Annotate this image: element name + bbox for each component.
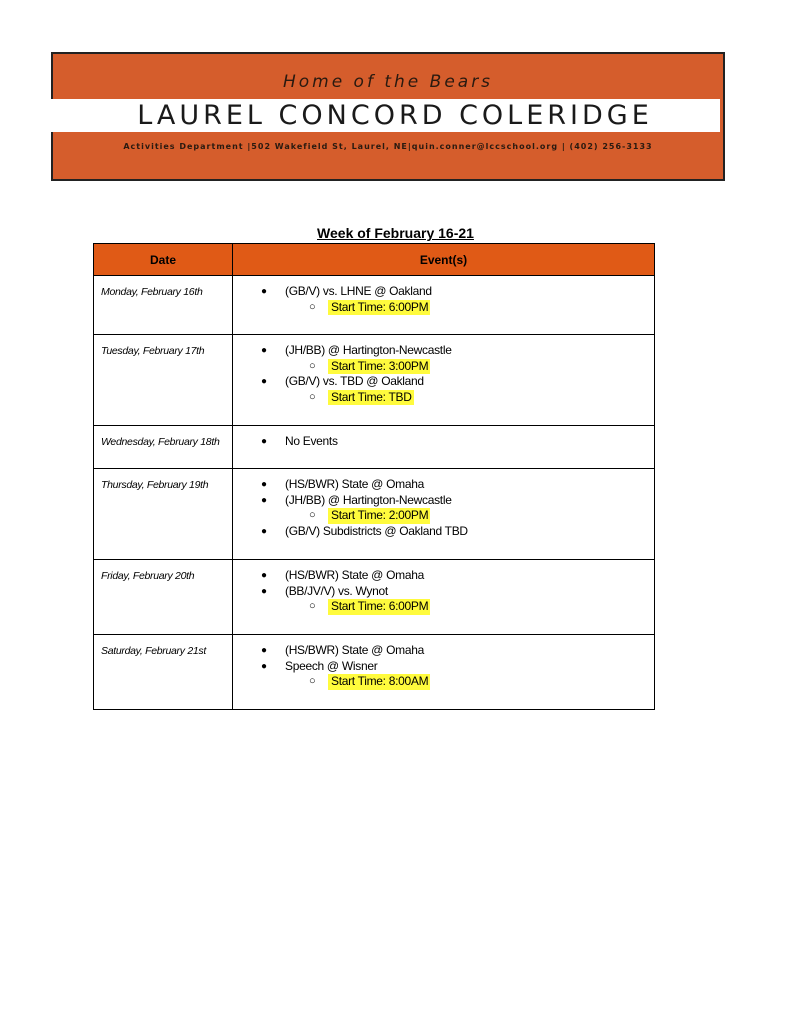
date-cell: Tuesday, February 17th — [94, 335, 233, 426]
circle-bullet-icon: ○ — [309, 390, 316, 403]
start-time-item: ○ Start Time: 3:00PM — [309, 358, 429, 373]
bullet-icon: ● — [261, 376, 268, 388]
table-row — [94, 560, 655, 635]
bullet-icon: ● — [261, 479, 268, 490]
events-cell — [233, 335, 655, 426]
start-time-item: ○ Start Time: 6:00PM — [309, 599, 429, 614]
circle-bullet-icon: ○ — [309, 675, 316, 688]
events-column-header: Event(s) — [233, 244, 655, 276]
event-item: ● (BB/JV/V) vs. Wynot — [261, 583, 388, 598]
date-cell: Wednesday, February 18th — [94, 426, 233, 469]
bullet-icon: ● — [261, 660, 268, 672]
bullet-icon: ● — [261, 585, 268, 597]
events-cell — [233, 635, 655, 710]
school-name: LAUREL CONCORD COLERIDGE — [137, 100, 653, 131]
tagline: Home of the Bears — [282, 72, 494, 92]
start-time-item: ○ Start Time: 8:00AM — [309, 674, 429, 689]
date-cell: Saturday, February 21st — [94, 635, 233, 710]
event-item: ● (HS/BWR) State @ Omaha — [261, 568, 424, 582]
event-item: ● (GB/V) vs. LHNE @ Oakland — [261, 284, 432, 298]
bullet-icon: ● — [261, 570, 268, 581]
date-column-header: Date — [94, 244, 233, 276]
table-row — [94, 426, 655, 469]
event-item: ● (JH/BB) @ Hartington-Newcastle — [261, 492, 452, 507]
schedule-table — [93, 243, 655, 710]
date-cell: Thursday, February 19th — [94, 469, 233, 560]
start-time-item: ○ Start Time: 2:00PM — [309, 508, 429, 523]
table-row — [94, 335, 655, 426]
start-time-item: ○ Start Time: 6:00PM — [309, 299, 429, 314]
bullet-icon: ● — [261, 286, 268, 297]
circle-bullet-icon: ○ — [309, 509, 316, 522]
table-row — [94, 635, 655, 710]
event-item: ● (GB/V) Subdistricts @ Oakland TBD — [261, 523, 468, 538]
event-item: ● (GB/V) vs. TBD @ Oakland — [261, 374, 424, 389]
event-item: ● Speech @ Wisner — [261, 658, 378, 673]
event-item: ● (HS/BWR) State @ Omaha — [261, 477, 424, 491]
bullet-icon: ● — [261, 494, 268, 506]
events-cell — [233, 560, 655, 635]
date-cell: Monday, February 16th — [94, 276, 233, 335]
circle-bullet-icon: ○ — [309, 300, 316, 313]
table-row — [94, 276, 655, 335]
start-time-item: ○ Start Time: TBD — [309, 389, 412, 404]
table-header-row — [94, 244, 655, 276]
circle-bullet-icon: ○ — [309, 600, 316, 613]
circle-bullet-icon: ○ — [309, 359, 316, 372]
bullet-icon: ● — [261, 436, 268, 447]
table-row — [94, 469, 655, 560]
bullet-icon: ● — [261, 525, 268, 537]
events-cell — [233, 426, 655, 469]
date-cell: Friday, February 20th — [94, 560, 233, 635]
bullet-icon: ● — [261, 345, 268, 356]
events-cell — [233, 276, 655, 335]
event-item: ● (HS/BWR) State @ Omaha — [261, 643, 424, 657]
event-item: ● No Events — [261, 434, 338, 448]
event-item: ● (JH/BB) @ Hartington-Newcastle — [261, 343, 452, 357]
bullet-icon: ● — [261, 645, 268, 656]
week-title: Week of February 16-21 — [317, 225, 474, 241]
events-cell — [233, 469, 655, 560]
contact-info: Activities Department |502 Wakefield St, Laurel, NE|quin.conner@lccschool.org | (402) 256-3133 — [123, 142, 653, 151]
